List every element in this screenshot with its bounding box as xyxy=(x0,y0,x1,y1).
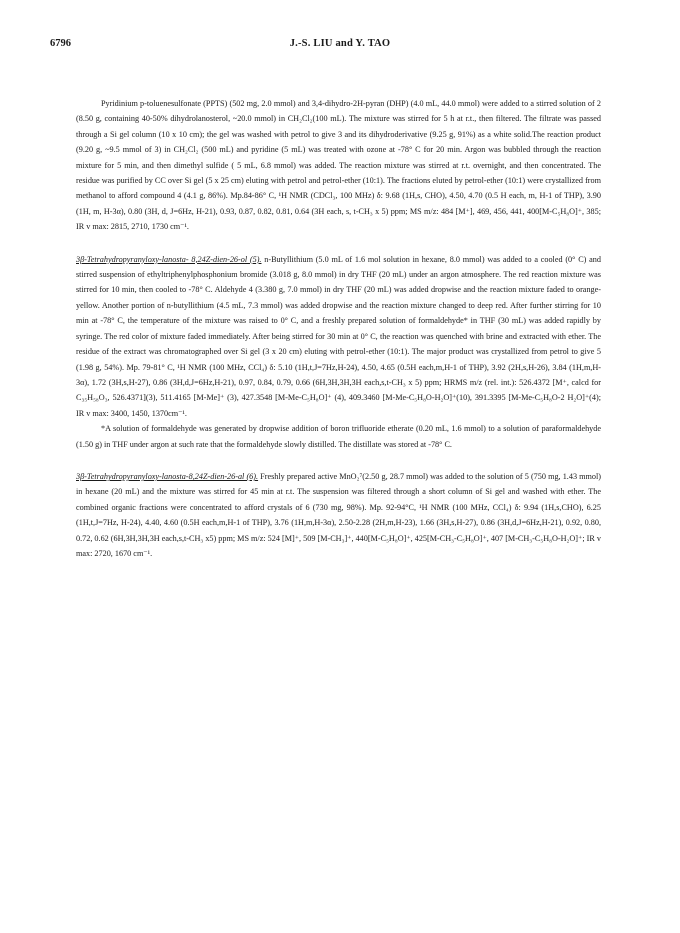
paragraph-thp-protection-ozonolysis: Pyridinium p-toluenesulfonate (PPTS) (502 mg, 2.0 mmol) and 3,4-dihydro-2H-pyran (DHP) (4.0 mL, 44.0 mmol) were added to a stirred solution of 2 (8.50 g, containing 40-50% dihydrolanosterol, ~20.0 mmol) in CH₂Cl₂(100 mL). The mixture was stirred for 5 h at r.t., then filtered. The filtrate was passed through a Si gel column (10 x 10 cm); the gel was washed with petrol to give 3 and its dihydroderivative (9.25 g, 91%) as a white solid.The reaction product (9.20 g, ~9.5 mmol of 3) in CH₂Cl₂ (500 mL) and pyridine (5 mL) was treated with ozone at -78° C for 20 min. Argon was bubbled through the reaction mixture for 5 min, and then dimethyl sulfide ( 5 mL, 6.8 mmol) was added. The reaction mixture was stirred at r.t. overnight, and then concentrated. The residue was purified by CC over Si gel (5 x 25 cm) eluting with petrol and petrol-ether (10:1). The fractions eluted by petrol-ether (10:1) were crystallized from methanol to afford compound 4 (4.1 g, 86%). Mp.84-86° C, ¹H NMR (CDCl₃, 100 MHz) δ: 9.68 (1H,s, CHO), 4.50, 4.70 (0.5 H each, m, H-1 of THP), 3.90 (1H, m, H-3α), 0.80 (3H, d, J=6Hz, H-21), 0.93, 0.87, 0.82, 0.81, 0.64 (3H each, s, t-CH₃ x 5) ppm; MS m/z: 484 [M⁺], 469, 456, 441, 400[M-C₅H₈O]⁺, 385; IR v max: 2815, 2710, 1730 cm⁻¹. xyxy=(76,99,601,232)
compound-5-procedure: n-Butyllithium (5.0 mL of 1.6 mol solution in hexane, 8.0 mmol) was added to a cooled (0° C) and stirred suspension of ethyltriphenylphosphonium bromide (3.018 g, 8.0 mmol) in dry THF (20 mL) under an argon atmosphere. The red reaction mixture was stirred for 10 min, then cooled to -78° C. Aldehyde 4 (3.380 g, 7.0 mmol) in dry THF (20 mL) was added dropwise and the reaction mixture faded to orange-yellow. Another portion of n-butyllithium (4.5 mL, 7.3 mmol) was added dropwise and the reaction mixture changed to deep red. After further stirring for 10 min at -78° C, the temperature of the mixture was raised to 0° C, and a freshly prepared solution of formaldehyde* in THF (30 mL) was added rapidly by syringe. The red color of mixture faded immediately. After being stirred for 30 min at 0° C, the reaction was quenched with brine and extracted with ether. The residue of the extract was chromatographed over Si gel (3 x 20 cm) eluting with petrol-ether (10:1). The major product was crystallized from petrol to give 5 (1.98 g, 54%). Mp. 79-81° C, ¹H NMR (100 MHz, CCl₄) δ: 5.10 (1H,t,J=7Hz,H-24), 4.50, 4.65 (0.5H each,m,H-1 of THP), 3.92 (2H,s,H-26), 3.84 (1H,m,H-3α), 1.72 (3H,s,H-27), 0.86 (3H,d,J=6Hz,H-21), 0.97, 0.84, 0.79, 0.66 (6H,3H,3H,3H each,s,t-CH₃ x 5) ppm; HRMS m/z (rel. int.): 526.4372 [M⁺, calcd for C₃₅H₅₈O₃, 526.4371](3), 511.4165 [M-Me]⁺ (3), 427.3548 [M-Me-C₅H₈O]⁺ (4), 409.3460 [M-Me-C₅H₈O-H₂O]⁺(10), 391.3395 [M-Me-C₅H₈O-2 H₂O]⁺(4); IR v max: 3400, 1450, 1370cm⁻¹. xyxy=(76,254,601,418)
compound-6-procedure: Freshly prepared active MnO₂⁷(2.50 g, 28.7 mmol) was added to the solution of 5 (750 mg, 1.43 mmol) in hexane (20 mL) and the mixture was stirred for 45 min at r.t. The suspension was filtered through a short column of Si gel and washed with ether. The combined organic fractions were concentrated to afford crystals of 6 (730 mg, 98%). Mp. 92-94°C, ¹H NMR (100 MHz, CCl₄) δ: 9.94 (1H,s,CHO), 6.25 (1H,t,J=7Hz, H-24), 4.40, 4.60 (0.5H each,m,H-1 of THP), 3.76 (1H,m,H-3α), 2.50-2.28 (2H,m,H-23), 1.66 (3H,s,H-27), 0.86 (3H,d,J=6Hz,H-21), 0.92, 0.80, 0.72, 0.62 (6H,3H,3H,3H each,s,t-CH₃ x5) ppm; MS m/z: 524 [M]⁺, 509 [M-CH₃]⁺, 440[M-C₅H₈O]⁺, 425[M-CH₃-C₅H₈O]⁺, 407 [M-CH₃-C₅H₈O-H₂O]⁺; IR v max: 2720, 1670 cm⁻¹. xyxy=(76,471,601,558)
compound-6-heading: 3β-Tetrahydropyranyloxy-lanosta-8,24Z-dien-26-al (6). xyxy=(76,471,259,481)
paragraph-compound-5 xyxy=(76,252,601,421)
page-header xyxy=(50,38,630,54)
paragraph-compound-6 xyxy=(76,469,601,561)
article-body xyxy=(76,96,601,561)
page-number: 6796 xyxy=(50,38,71,49)
running-head-authors: J.-S. LIU and Y. TAO xyxy=(289,38,391,49)
compound-5-heading: 3β-Tetrahydropyranyloxy-lanosta- 8,24Z-dien-26-ol (5). xyxy=(76,254,262,264)
footnote-formaldehyde: *A solution of formaldehyde was generated by dropwise addition of boron trifluoride etherate (0.20 mL, 1.6 mmol) to a solution of paraformaldehyde (1.50 g) in THF under argon at such rate that the formaldehyde slowly distilled. The distillate was stored at -78° C. xyxy=(76,424,601,449)
